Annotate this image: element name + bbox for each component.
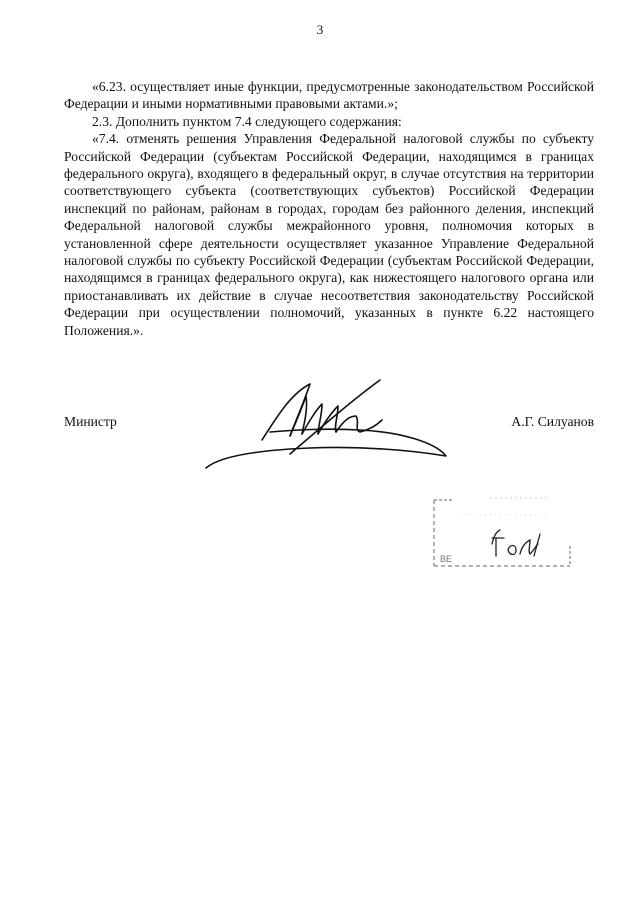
paragraph-6-23: «6.23. осуществляет иные функции, предусмотренные законодательством Российской Федерации и иными нормативными правовыми актами.»; bbox=[64, 79, 594, 112]
document-body bbox=[64, 78, 594, 339]
signatory-name: А.Г. Силуанов bbox=[511, 414, 594, 429]
handwritten-signature bbox=[200, 372, 460, 472]
paragraph-7-4: «7.4. отменять решения Управления Федеральной налоговой службы по субъекту Российской Федерации (субъектам Российской Федерации, находящимся в границах федерального округа), входящего в федеральный округ, в случае отсутствия на территории соответствующего субъекта (соответствующих субъектов) Российской Федерации инспекций по районам, районам в городах, городам без районного деления, инспекций Федеральной налоговой службы межрайонного уровня, полномочия которых в установленной сфере деятельности осуществляет указанное Управление Федеральной налоговой службы по субъекту Российской Федерации (субъектам Российской Федерации, находящимся в границах федерального округа), как нижестоящего налогового органа или приостанавливать их действие в случае несоответствия законодательству Российской Федерации при осуществлении полномочий, указанных в пункте 6.22 настоящего Положения.». bbox=[64, 131, 594, 338]
registration-stamp bbox=[430, 494, 580, 574]
page-number: 3 bbox=[316, 22, 324, 37]
paragraph-2-3: 2.3. Дополнить пунктом 7.4 следующего содержания: bbox=[92, 113, 402, 129]
stamp-text: ВЕ bbox=[440, 554, 453, 564]
signatory-title: Министр bbox=[64, 414, 117, 429]
